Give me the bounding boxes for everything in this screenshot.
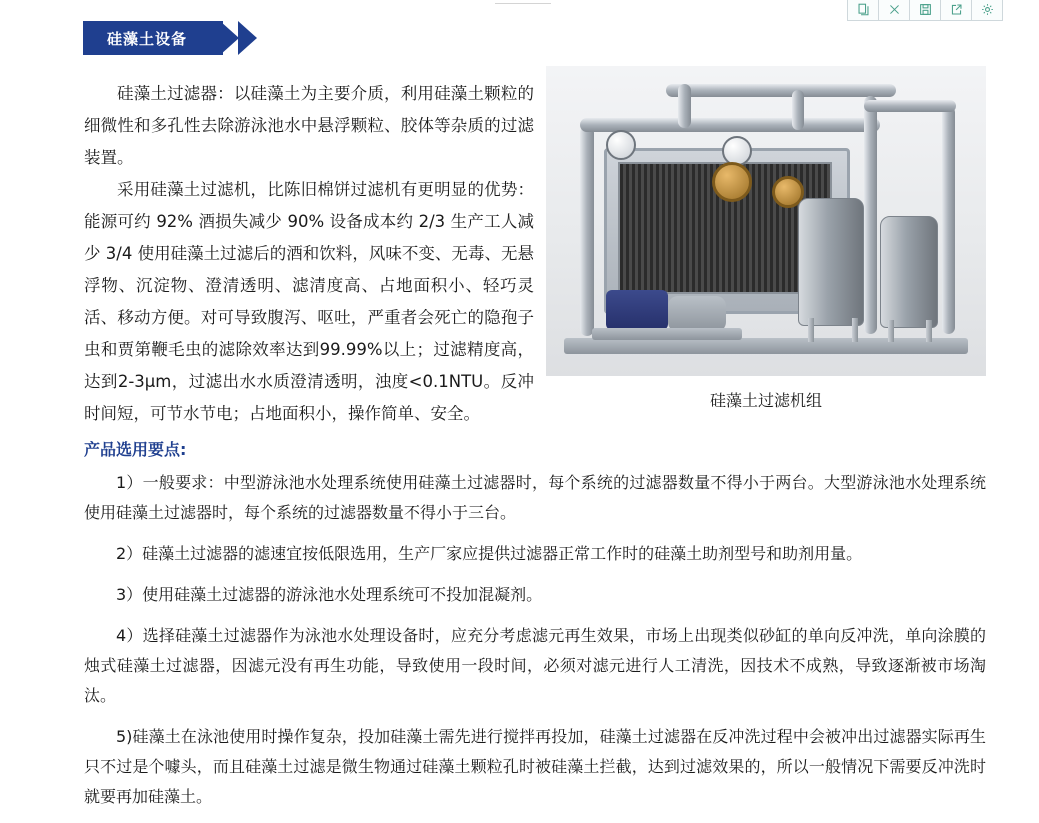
tank-leg-3 [888, 320, 894, 342]
pipe-right-top-link [864, 100, 956, 112]
pump-body [668, 296, 726, 332]
copy-icon[interactable] [847, 0, 879, 21]
key-point-item: 4）选择硅藻土过滤器作为泳池水处理设备时，应充分考虑滤元再生效果，市场上出现类似砂缸的单向反冲洗，单向涂膜的烛式硅藻土过滤器，因滤元没有再生功能，导致使用一段时间，必须对滤元进行人工清洗，因技术不成熟，导致逐渐被市场淘汰。 [84, 626, 986, 705]
banner-label: 硅藻土设备 [107, 30, 188, 48]
tank-leg-1 [808, 318, 814, 342]
precoat-tank [798, 198, 864, 326]
intro-paragraph-1: 硅藻土过滤器：以硅藻土为主要介质，利用硅藻土颗粒的细微性和多孔性去除游泳池水中悬浮颗粒、胶体等杂质的过滤装置。 [84, 84, 534, 167]
page-toolbar [848, 0, 1003, 21]
key-point-item: 5)硅藻土在泳池使用时操作复杂，投加硅藻土需先进行搅拌再投加，硅藻土过滤器在反冲洗过程中会被冲出过滤器实际再生只不过是个噱头，而且硅藻土过滤是微生物通过硅藻土颗粒孔时被硅藻土拦截，达到过滤效果的，所以一般情况下需要反冲洗时就要再加硅藻土。 [84, 727, 986, 806]
pipe-left-vertical [580, 126, 594, 336]
hand-valve-center [712, 162, 752, 202]
header-rule [495, 3, 551, 4]
gear-icon[interactable] [971, 0, 1003, 21]
banner-arrow-2 [238, 21, 257, 55]
pipe-riser-1 [678, 84, 691, 128]
diatomite-filter-unit-photo [546, 66, 986, 376]
key-point-item: 3）使用硅藻土过滤器的游泳池水处理系统可不投加混凝剂。 [116, 585, 543, 604]
pump-base [592, 328, 742, 340]
machine-skid [564, 338, 968, 354]
pipe-riser-2 [792, 90, 804, 130]
figure-caption: 硅藻土过滤机组 [709, 391, 822, 410]
intro-paragraph-2: 采用硅藻土过滤机，比陈旧棉饼过滤机有更明显的优势：能源可约 92% 酒损失减少 90% 设备成本约 2/3 生产工人减少 3/4 使用硅藻土过滤后的酒和饮料，风味不变、无毒、无悬浮物、沉淀物、澄清透明、滤清度高、占地面积小、轻巧灵活、移动方便。对可导致腹泻、呕吐，严重者会死亡的隐孢子虫和贾第鞭毛虫的滤除效率达到99.99%以上；过滤精度高，达到2-3μm，过滤出水水质澄清透明，浊度<0.1NTU。反冲时间短，可节水节电；占地面积小，操作简单、安全。 [84, 180, 534, 423]
pressure-gauge-center [722, 136, 752, 166]
product-figure [546, 66, 986, 411]
intro-text-column [84, 78, 534, 430]
save-icon[interactable] [909, 0, 941, 21]
close-icon[interactable] [878, 0, 910, 21]
pressure-gauge-left [606, 130, 636, 160]
pipe-far-right-vertical [942, 106, 955, 334]
key-points-title: 产品选用要点: [84, 440, 187, 459]
banner-arrow-1 [220, 21, 239, 55]
pump-motor [606, 290, 668, 330]
section-banner [83, 21, 259, 55]
side-tank [880, 216, 938, 328]
key-point-item: 2）硅藻土过滤器的滤速宜按低限选用，生产厂家应提供过滤器正常工作时的硅藻土助剂型号和助剂用量。 [116, 544, 863, 563]
tank-leg-4 [926, 320, 932, 342]
pipe-upper-horizontal [666, 84, 896, 97]
key-points-list [84, 468, 986, 823]
tank-leg-2 [852, 318, 858, 342]
pipe-right-vertical [864, 96, 877, 334]
share-icon[interactable] [940, 0, 972, 21]
key-point-item: 1）一般要求：中型游泳池水处理系统使用硅藻土过滤器时，每个系统的过滤器数量不得小于两台。大型游泳池水处理系统使用硅藻土过滤器时，每个系统的过滤器数量不得小于三台。 [84, 473, 986, 522]
